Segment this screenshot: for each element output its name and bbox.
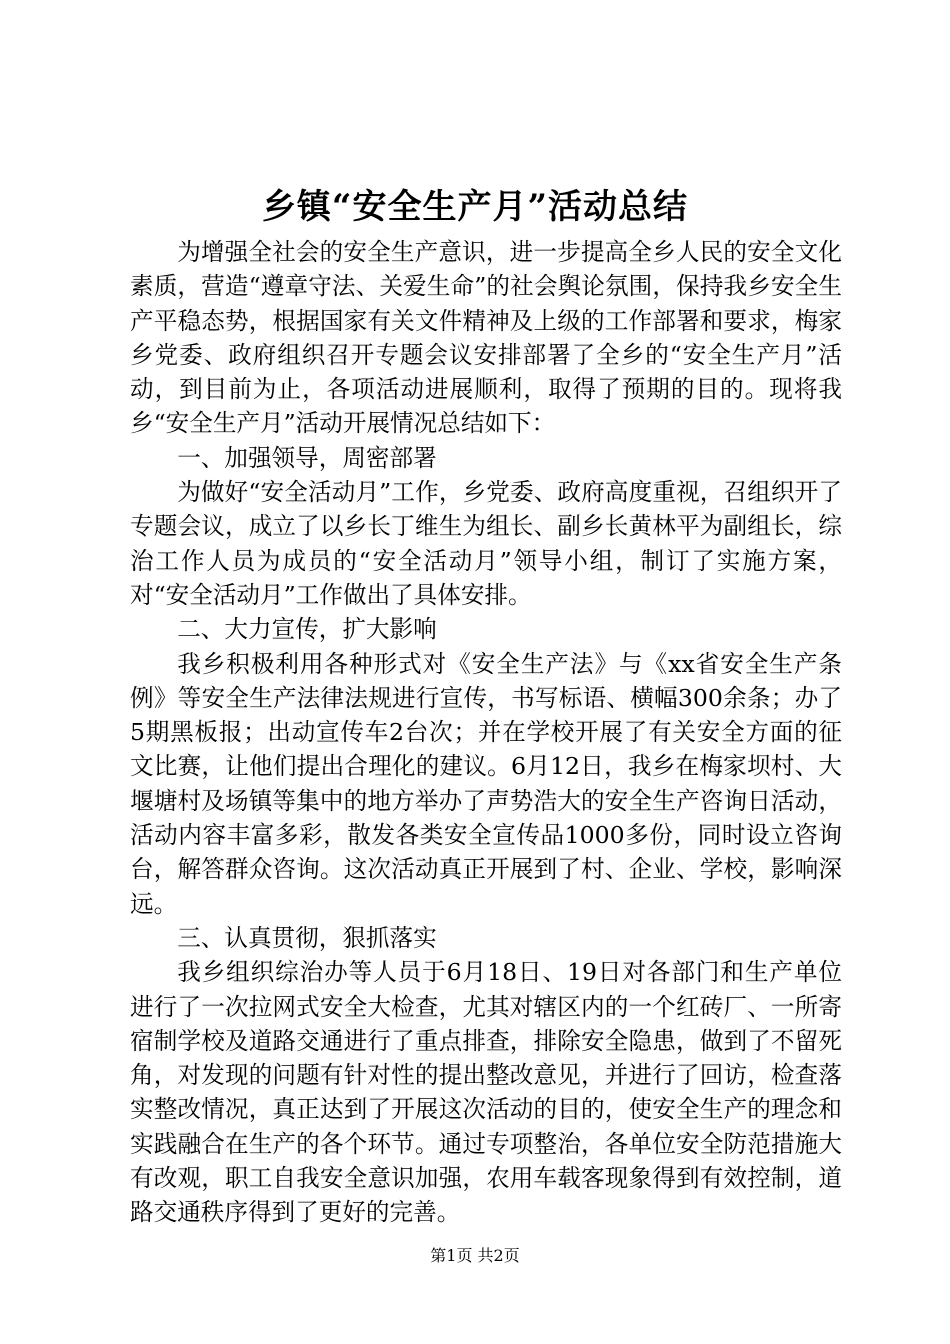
section-paragraph-1: 为做好“安全活动月”工作，乡党委、政府高度重视，召组织开了专题会议，成立了以乡长丁维生为组长、副乡长黄林平为副组长，综治工作人员为成员的“安全活动月”领导小组，制订了实施方案，对“安全活动月”工作做出了具体安排。 (130, 478, 842, 609)
document-title: 乡镇“安全生产月”活动总结 (261, 187, 689, 227)
section-heading-2: 二、大力宣传，扩大影响 (177, 615, 437, 644)
intro-paragraph: 为增强全社会的安全生产意识，进一步提高全乡人民的安全文化素质，营造“遵章守法、关爱生命”的社会舆论氛围，保持我乡安全生产平稳态势，根据国家有关文件精神及上级的工作部署和要求，梅家乡党委、政府组织召开专题会议安排部署了全乡的“安全生产月”活动，到目前为止，各项活动进展顺利，取得了预期的目的。现将我乡“安全生产月”活动开展情况总结如下： (130, 238, 842, 438)
document-body (130, 235, 842, 1230)
section-paragraph-2: 我乡积极利用各种形式对《安全生产法》与《xx省安全生产条例》等安全生产法律法规进行宣传，书写标语、横幅300余条；办了5期黑板报；出动宣传车2台次；并在学校开展了有关安全方面的征文比赛，让他们提出合理化的建议。6月12日，我乡在梅家坝村、大堰塘村及场镇等集中的地方举办了声势浩大的安全生产咨询日活动，活动内容丰富多彩，散发各类安全宣传品1000多份，同时设立咨询台，解答群众咨询。这次活动真正开展到了村、企业、学校，影响深远。 (130, 649, 842, 918)
section-paragraph-3: 我乡组织综治办等人员于6月18日、19日对各部门和生产单位进行了一次拉网式安全大检查，尤其对辖区内的一个红砖厂、一所寄宿制学校及道路交通进行了重点排查，排除安全隐患，做到了不留死角，对发现的问题有针对性的提出整改意见，并进行了回访，检查落实整改情况，真正达到了开展这次活动的目的，使安全生产的理念和实践融合在生产的各个环节。通过专项整治，各单位安全防范措施大有改观，职工自我安全意识加强，农用车载客现象得到有效控制，道路交通秩序得到了更好的完善。 (130, 958, 842, 1227)
section-heading-3: 三、认真贯彻，狠抓落实 (177, 923, 437, 952)
page-number-footer: 第1页 共2页 (430, 1246, 520, 1265)
section-heading-1: 一、加强领导，周密部署 (177, 443, 437, 472)
